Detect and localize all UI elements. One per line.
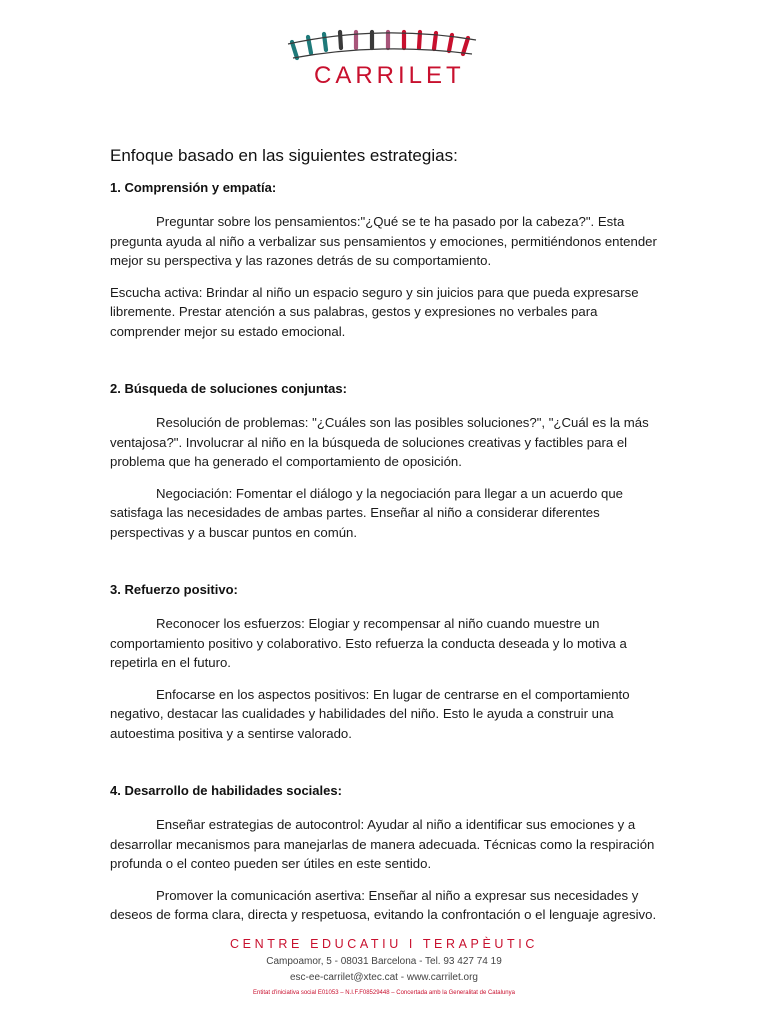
document-body bbox=[110, 146, 662, 937]
paragraph: Resolución de problemas: "¿Cuáles son las posibles soluciones?", "¿Cuál es la más ventajosa?". Involucrar al niño en la búsqueda de soluciones creativas y factibles para el problema que ha generado el comportamiento de oposición. bbox=[110, 415, 649, 469]
carrilet-logo bbox=[280, 20, 490, 92]
section-spacer bbox=[110, 755, 662, 783]
paragraph: Promover la comunicación asertiva: Enseñar al niño a expresar sus necesidades y deseos de forma clara, directa y respetuosa, evitando la confrontación o el lenguaje agresivo. bbox=[110, 887, 657, 922]
section-comprehension bbox=[110, 180, 662, 341]
section-heading: 2. Búsqueda de soluciones conjuntas: bbox=[110, 381, 347, 396]
paragraph: Preguntar sobre los pensamientos:"¿Qué se te ha pasado por la cabeza?". Esta pregunta ayuda al niño a verbalizar sus pensamientos y emociones, permitiéndonos entender mejor su perspectiva y las razones detrás de su comportamiento. bbox=[110, 214, 657, 268]
letterhead-footer bbox=[180, 936, 588, 1000]
footer-legal: Entitat d'iniciativa social E01053 – N.I.F.F08529448 – Concertada amb la Generalitat de Catalunya bbox=[253, 990, 515, 996]
section-heading: 1. Comprensión y empatía: bbox=[110, 180, 277, 195]
footer-contact: esc-ee-carrilet@xtec.cat - www.carrilet.org bbox=[290, 972, 478, 983]
paragraph: Enfocarse en los aspectos positivos: En lugar de centrarse en el comportamiento negativo, destacar las cualidades y habilidades del niño. Esto le ayuda a construir una autoestima positiva y a sentirse valorado. bbox=[110, 686, 630, 741]
section-heading: 3. Refuerzo positivo: bbox=[110, 582, 238, 597]
paragraph: Negociación: Fomentar el diálogo y la negociación para llegar a un acuerdo que satisfaga las necesidades de ambas partes. Enseñar al niño a considerar diferentes perspectivas y a buscar puntos en común. bbox=[110, 485, 623, 540]
document-title: Enfoque basado en las siguientes estrategias: bbox=[110, 146, 458, 165]
footer-address: Campoamor, 5 - 08031 Barcelona - Tel. 93 427 74 19 bbox=[266, 956, 502, 967]
section-heading: 4. Desarrollo de habilidades sociales: bbox=[110, 783, 342, 798]
section-spacer bbox=[110, 353, 662, 381]
paragraph: Enseñar estrategias de autocontrol: Ayudar al niño a identificar sus emociones y a desarrollar mecanismos para manejarlas de manera adecuada. Técnicas como la respiración profunda o el conteo pueden ser útiles en este sentido. bbox=[110, 817, 655, 871]
section-solutions bbox=[110, 381, 662, 542]
footer-title: CENTRE EDUCATIU I TERAPÈUTIC bbox=[230, 937, 538, 951]
brand-wordmark: CARRILET bbox=[314, 62, 465, 89]
paragraph: Reconocer los esfuerzos: Elogiar y recompensar al niño cuando muestre un comportamiento positivo y colaborativo. Esto refuerza la conducta deseada y lo motiva a repetirla en el futuro. bbox=[110, 616, 627, 670]
paragraph: Escucha activa: Brindar al niño un espacio seguro y sin juicios para que pueda expresarse libremente. Prestar atención a sus palabras, gestos y expresiones no verbales para comprender mejor su estado emocional. bbox=[110, 284, 639, 339]
section-reinforcement bbox=[110, 582, 662, 743]
section-social-skills bbox=[110, 783, 662, 925]
section-spacer bbox=[110, 554, 662, 582]
